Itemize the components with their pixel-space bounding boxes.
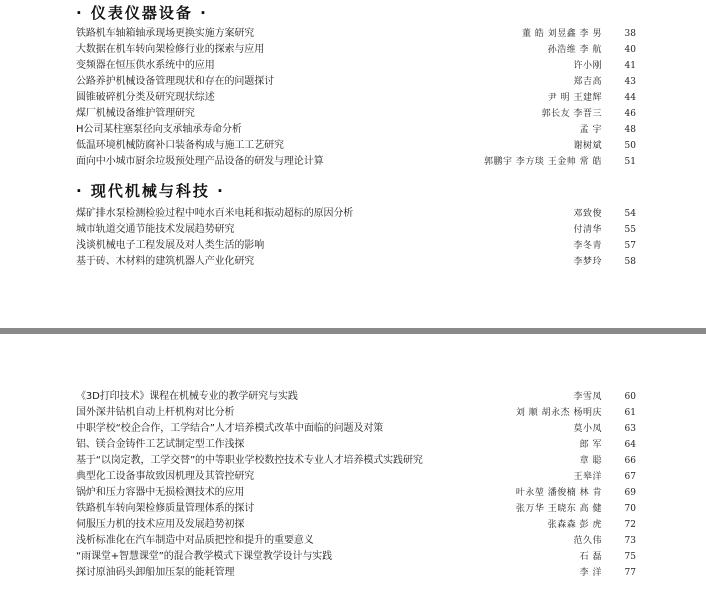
toc-entry-title: 锅炉和压力容器中无损检测技术的应用 xyxy=(76,487,245,498)
toc-entry-authors: 董 皓 刘昱鑫 李 男 xyxy=(522,29,602,39)
toc-list-instrument-equipment xyxy=(76,26,636,170)
toc-entry-authors: 章 聪 xyxy=(579,456,602,466)
toc-entry-title: 基于砖、木材料的建筑机器人产业化研究 xyxy=(76,256,255,267)
toc-entry-title: 煤矿排水泵检测检验过程中吨水百米电耗和振动超标的原因分析 xyxy=(76,208,354,219)
toc-entry[interactable] xyxy=(76,517,636,533)
toc-entry[interactable] xyxy=(76,437,636,453)
toc-entry[interactable] xyxy=(76,565,636,581)
toc-entry-title: 城市轨道交通节能技术发展趋势研究 xyxy=(76,224,235,235)
toc-entry[interactable] xyxy=(76,154,636,170)
toc-entry-title: 低温环境机械防腐补口装备构成与施工工艺研究 xyxy=(76,140,284,151)
toc-entry-page-number: 63 xyxy=(624,424,636,434)
toc-entry[interactable] xyxy=(76,501,636,517)
toc-entry-authors: 郎 军 xyxy=(579,440,602,450)
toc-entry-page-number: 72 xyxy=(624,520,636,530)
toc-entry[interactable] xyxy=(76,206,636,222)
toc-entry-page-number: 60 xyxy=(624,392,636,402)
toc-entry-page-number: 40 xyxy=(624,45,636,55)
toc-entry-title: 探讨原油码头卸船加压泵的能耗管理 xyxy=(76,567,235,578)
toc-entry[interactable] xyxy=(76,469,636,485)
toc-entry-title: “雨课堂+智慧课堂”的混合教学模式下课堂教学设计与实践 xyxy=(76,551,333,562)
toc-entry[interactable] xyxy=(76,533,636,549)
toc-entry[interactable] xyxy=(76,238,636,254)
toc-entry-page-number: 64 xyxy=(624,440,636,450)
toc-entry-authors: 谢树斌 xyxy=(573,141,602,151)
toc-entry-title: 《3D打印技术》课程在机械专业的教学研究与实践 xyxy=(76,391,298,402)
toc-entry-title: 浅析标准化在汽车制造中对品质把控和提升的重要意义 xyxy=(76,535,314,546)
toc-entry-title: 铝、镁合金铸件工艺试制定型工作浅探 xyxy=(76,439,245,450)
toc-list-modern-machinery xyxy=(76,206,636,270)
toc-entry[interactable] xyxy=(76,549,636,565)
toc-entry[interactable] xyxy=(76,485,636,501)
toc-entry-authors: 李雪凤 xyxy=(573,392,602,402)
toc-entry-page-number: 55 xyxy=(624,225,636,235)
toc-entry-title: 国外深井钻机自动上杆机构对比分析 xyxy=(76,407,235,418)
toc-entry-authors: 孟 宇 xyxy=(579,125,602,135)
toc-entry-authors: 郑吉高 xyxy=(573,77,602,87)
toc-entry-page-number: 75 xyxy=(624,552,636,562)
toc-entry-authors: 王皋洋 xyxy=(573,472,602,482)
toc-entry-page-number: 77 xyxy=(624,568,636,578)
toc-page-bottom xyxy=(0,334,706,590)
toc-entry[interactable] xyxy=(76,26,636,42)
toc-entry-authors: 张万华 王晓东 高 健 xyxy=(515,504,602,514)
toc-entry-authors: 莫小凤 xyxy=(573,424,602,434)
toc-entry-page-number: 66 xyxy=(624,456,636,466)
toc-entry-page-number: 50 xyxy=(624,141,636,151)
toc-entry-title: 大数据在机车转向架检修行业的探索与应用 xyxy=(76,44,265,55)
toc-entry[interactable] xyxy=(76,453,636,469)
toc-entry-authors: 孙浩维 李 航 xyxy=(547,45,602,55)
toc-entry-page-number: 44 xyxy=(624,93,636,103)
toc-entry-authors: 张森森 彭 虎 xyxy=(547,520,602,530)
toc-entry-authors: 尹 明 王建辉 xyxy=(547,93,602,103)
toc-entry-authors: 石 磊 xyxy=(579,552,602,562)
toc-entry-authors: 付清华 xyxy=(573,225,602,235)
toc-entry-authors: 李冬青 xyxy=(573,241,602,251)
toc-entry-title: 铁路机车转向架检修质量管理体系的探讨 xyxy=(76,503,255,514)
toc-entry[interactable] xyxy=(76,254,636,270)
section-title-modern-machinery: · 现代机械与科技 · xyxy=(76,182,225,200)
toc-entry-authors: 叶永堃 潘俊楠 林 肯 xyxy=(515,488,602,498)
toc-entry[interactable] xyxy=(76,74,636,90)
toc-entry-page-number: 70 xyxy=(624,504,636,514)
toc-entry-authors: 李 洋 xyxy=(579,568,602,578)
toc-entry-title: 浅谈机械电子工程发展及对人类生活的影响 xyxy=(76,240,265,251)
toc-entry[interactable] xyxy=(76,389,636,405)
toc-entry-title: 铁路机车轴箱轴承现场更换实施方案研究 xyxy=(76,28,255,39)
toc-entry-title: H公司某柱塞泵径向支承轴承寿命分析 xyxy=(76,124,242,135)
toc-entry-page-number: 58 xyxy=(624,257,636,267)
toc-entry-title: 典型化工设备事故致因机理及其管控研究 xyxy=(76,471,255,482)
toc-entry-page-number: 73 xyxy=(624,536,636,546)
toc-entry-authors: 范久伟 xyxy=(573,536,602,546)
toc-entry[interactable] xyxy=(76,138,636,154)
toc-entry-title: 变频器在恒压供水系统中的应用 xyxy=(76,60,215,71)
toc-list-education-research xyxy=(76,389,636,581)
toc-entry-authors: 刘 顺 胡永杰 杨明庆 xyxy=(515,408,602,418)
toc-entry[interactable] xyxy=(76,222,636,238)
toc-entry-title: 基于“以岗定教，工学交替”的中等职业学校数控技术专业人才培养模式实践研究 xyxy=(76,455,423,466)
toc-entry-authors: 郭鹏宇 李方琰 王金帅 常 皓 xyxy=(484,157,602,167)
toc-entry-page-number: 48 xyxy=(624,125,636,135)
toc-entry-title: 圆锥破碎机分类及研究现状综述 xyxy=(76,92,215,103)
toc-entry[interactable] xyxy=(76,42,636,58)
toc-entry-authors: 邓致俊 xyxy=(573,209,602,219)
toc-entry-page-number: 43 xyxy=(624,77,636,87)
toc-entry-title: 公路养护机械设备管理现状和存在的问题探讨 xyxy=(76,76,274,87)
toc-entry-authors: 郭长友 李晋三 xyxy=(541,109,602,119)
toc-entry-authors: 许小刚 xyxy=(573,61,602,71)
toc-entry[interactable] xyxy=(76,421,636,437)
toc-entry-page-number: 38 xyxy=(624,29,636,39)
toc-entry[interactable] xyxy=(76,90,636,106)
toc-entry-authors: 李梦玲 xyxy=(573,257,602,267)
toc-entry-page-number: 67 xyxy=(624,472,636,482)
toc-entry-page-number: 57 xyxy=(624,241,636,251)
toc-entry-page-number: 69 xyxy=(624,488,636,498)
toc-entry-title: 伺服压力机的技术应用及发展趋势初探 xyxy=(76,519,245,530)
toc-entry[interactable] xyxy=(76,405,636,421)
toc-entry[interactable] xyxy=(76,106,636,122)
toc-entry-page-number: 61 xyxy=(624,408,636,418)
toc-entry[interactable] xyxy=(76,122,636,138)
toc-entry[interactable] xyxy=(76,58,636,74)
toc-entry-page-number: 54 xyxy=(624,209,636,219)
toc-entry-page-number: 41 xyxy=(624,61,636,71)
toc-entry-page-number: 46 xyxy=(624,109,636,119)
toc-entry-title: 中职学校“校企合作，工学结合”人才培养模式改革中面临的问题及对策 xyxy=(76,423,384,434)
toc-entry-title: 煤厂机械设备维护管理研究 xyxy=(76,108,195,119)
toc-entry-page-number: 51 xyxy=(624,157,636,167)
toc-entry-title: 面向中小城市厨余垃圾预处理产品设备的研发与理论计算 xyxy=(76,156,324,167)
section-title-instrument-equipment: · 仪表仪器设备 · xyxy=(76,4,208,22)
